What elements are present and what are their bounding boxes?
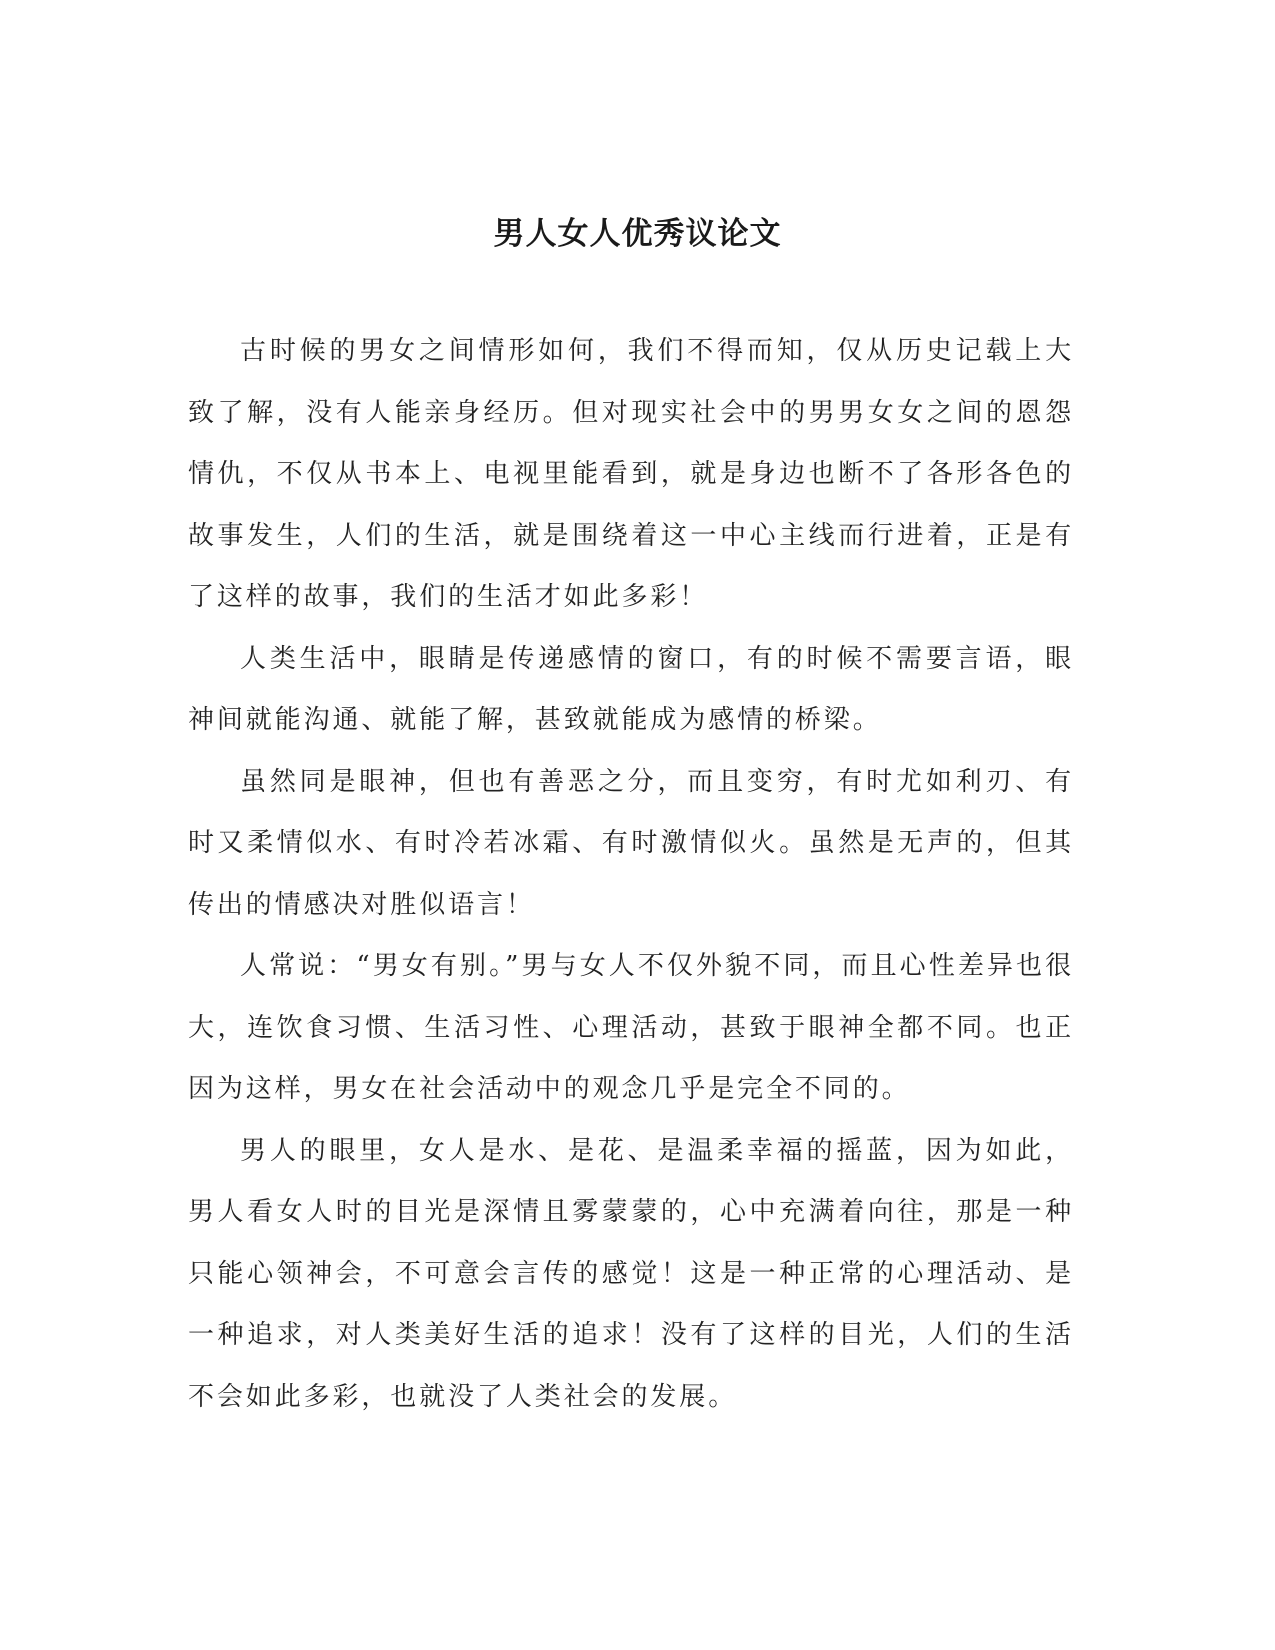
document-body: [188, 321, 1074, 1428]
paragraph-3: 虽然同是眼神，但也有善恶之分，而且变穷，有时尤如利刃、有时又柔情似水、有时冷若冰霜、有时激情似火。虽然是无声的，但其传出的情感决对胜似语言！: [188, 766, 1074, 920]
paragraph-4: 人常说：“男女有别。”男与女人不仅外貌不同，而且心性差异也很大，连饮食习惯、生活习性、心理活动，甚致于眼神全都不同。也正因为这样，男女在社会活动中的观念几乎是完全不同的。: [188, 951, 1074, 1104]
document-title: 男人女人优秀议论文: [493, 216, 782, 252]
paragraph-1: 古时候的男女之间情形如何，我们不得而知，仅从历史记载上大致了解，没有人能亲身经历。但对现实社会中的男男女女之间的恩怨情仇，不仅从书本上、电视里能看到，就是身边也断不了各形各色的故事发生，人们的生活，就是围绕着这一中心主线而行进着，正是有了这样的故事，我们的生活才如此多彩！: [188, 336, 1074, 612]
paragraph-2: 人类生活中，眼睛是传递感情的窗口，有的时候不需要言语，眼神间就能沟通、就能了解，甚致就能成为感情的桥梁。: [188, 643, 1074, 735]
paragraph-5: 男人的眼里，女人是水、是花、是温柔幸福的摇蓝，因为如此，男人看女人时的目光是深情且雾蒙蒙的，心中充满着向往，那是一种只能心领神会，不可意会言传的感觉！这是一种正常的心理活动、是一种追求，对人类美好生活的追求！没有了这样的目光，人们的生活不会如此多彩，也就没了人类社会的发展。: [188, 1135, 1074, 1412]
